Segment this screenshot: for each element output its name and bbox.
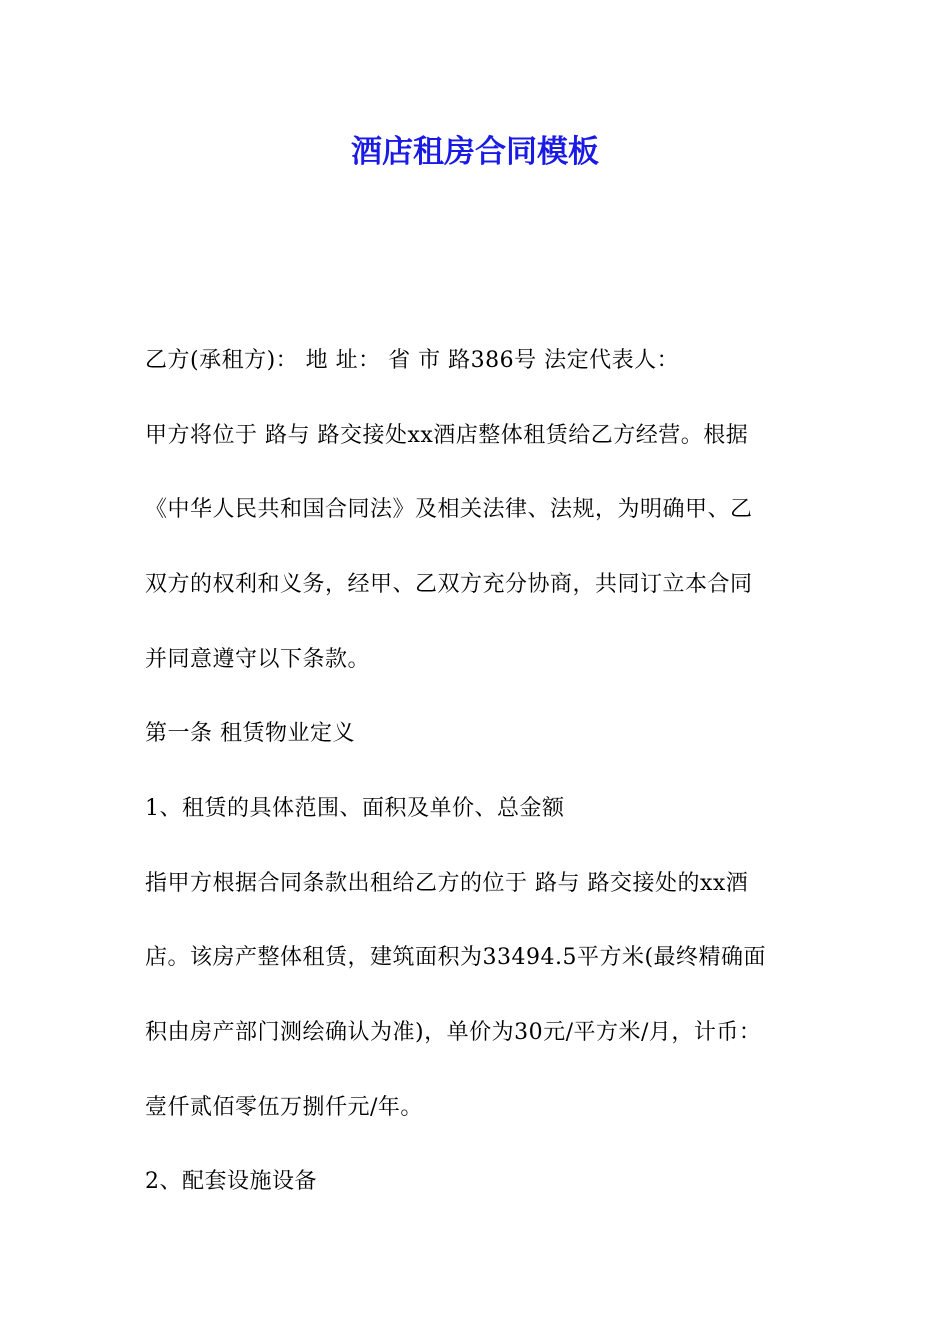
- party-b-info-line: 乙方(承租方)： 地 址： 省 市 路386号 法定代表人：: [145, 348, 680, 373]
- paragraph-line: 积由房产部门测绘确认为准)，单价为30元/平方米/月，计币：: [145, 1020, 762, 1045]
- clause-heading: 1、租赁的具体范围、面积及单价、总金额: [145, 796, 565, 821]
- article-heading: 第一条 租赁物业定义: [145, 721, 355, 746]
- paragraph-line: 《中华人民共和国合同法》及相关法律、法规，为明确甲、乙: [145, 497, 753, 522]
- paragraph-line: 并同意遵守以下条款。: [145, 647, 371, 672]
- document-title: 酒店租房合同模板: [351, 134, 599, 170]
- paragraph-line: 甲方将位于 路与 路交接处xx酒店整体租赁给乙方经营。根据: [145, 423, 749, 448]
- clause-heading: 2、配套设施设备: [145, 1169, 317, 1194]
- paragraph-line: 指甲方根据合同条款出租给乙方的位于 路与 路交接处的xx酒: [145, 871, 749, 896]
- paragraph-line: 店。该房产整体租赁，建筑面积为33494.5平方米(最终精确面: [145, 945, 767, 970]
- paragraph-line: 双方的权利和义务，经甲、乙双方充分协商，共同订立本合同: [145, 572, 753, 597]
- paragraph-line: 壹仟贰佰零伍万捌仟元/年。: [145, 1095, 423, 1120]
